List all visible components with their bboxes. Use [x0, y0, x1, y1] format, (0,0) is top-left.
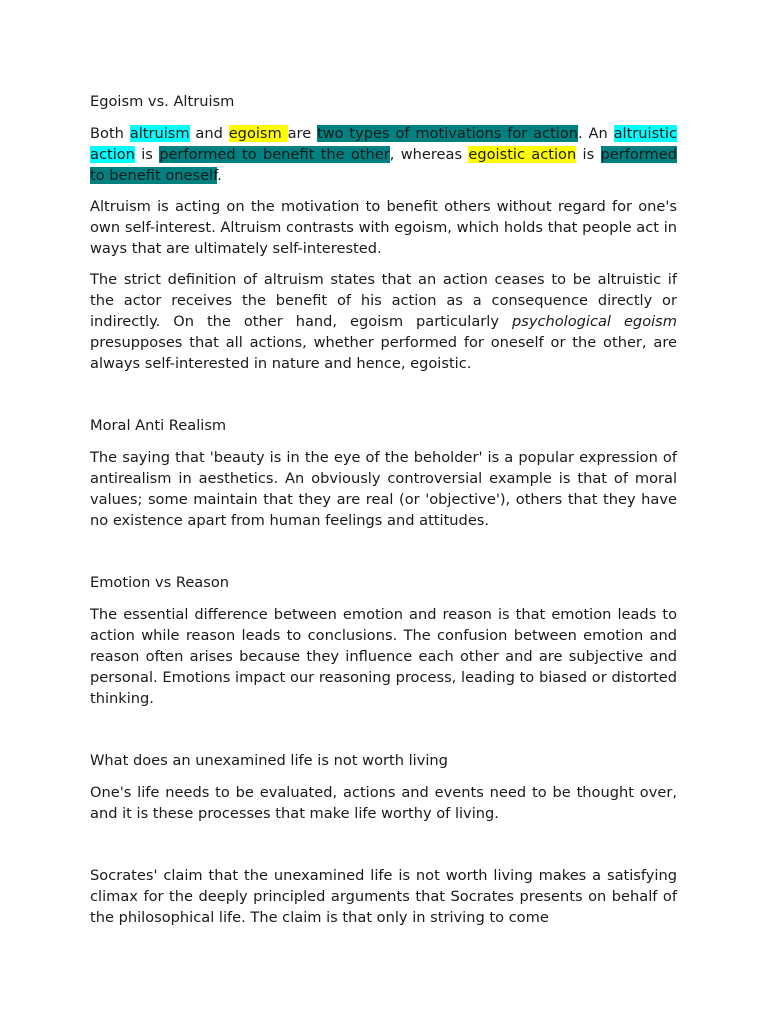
- highlight-benefit-other: performed to benefit the other: [159, 146, 390, 163]
- heading-egoism-altruism: Egoism vs. Altruism: [90, 93, 235, 110]
- paragraph-life-evaluated: One's life needs to be evaluated, actions and events need to be thought over, and it is these processes that make life worthy of living.: [90, 784, 677, 822]
- section-gap: [90, 834, 677, 865]
- paragraph-moral-anti-realism: The saying that 'beauty is in the eye of the beholder' is a popular expression of antirealism in aesthetics. An obviously controversial example is that of moral values; some maintain that they are real (or 'objective'), others that they have no existence apart from human feelings and attitudes.: [90, 449, 677, 529]
- text-run: . An: [578, 125, 614, 142]
- document-page: [90, 91, 677, 938]
- section-gap: [90, 719, 677, 750]
- paragraph-strict-definition: [90, 269, 677, 374]
- highlight-egoistic-action: egoistic action: [468, 146, 577, 163]
- text-run: presupposes that all actions, whether performed for oneself or the other, are always self-interested in nature and hence, egoistic.: [90, 334, 677, 372]
- highlight-egoism: egoism: [228, 125, 288, 142]
- highlight-motivations: two types of motivations for action: [317, 125, 579, 142]
- text-run: Both: [90, 125, 130, 142]
- text-run: .: [217, 167, 222, 184]
- heading-emotion-vs-reason: Emotion vs Reason: [90, 574, 230, 591]
- section-gap: [90, 384, 677, 415]
- text-run: , whereas: [389, 146, 469, 163]
- paragraph-emotion-vs-reason: The essential difference between emotion and reason is that emotion leads to action while reason leads to conclusions. The confusion between emotion and reason often arises because they influence each other and are subjective and personal. Emotions impact our reasoning process, leading to biased or distorted thinking.: [90, 606, 677, 707]
- paragraph-altruism-definition: Altruism is acting on the motivation to benefit others without regard for one's own self-interest. Altruism contrasts with egoism, which holds that people act in ways that are ultimately self-interested.: [90, 198, 677, 257]
- text-run: and: [189, 125, 229, 142]
- paragraph-egoism-intro: [90, 123, 677, 186]
- paragraph-socrates-claim: Socrates' claim that the unexamined life is not worth living makes a satisfying climax for the deeply principled arguments that Socrates presents on behalf of the philosophical life. The claim is that only in striving to come: [90, 867, 677, 926]
- text-run: is: [576, 146, 601, 163]
- highlight-altruistic-action: altruistic action: [90, 125, 678, 163]
- heading-moral-anti-realism: Moral Anti Realism: [90, 417, 227, 434]
- highlight-altruism: altruism: [129, 125, 190, 142]
- section-gap: [90, 541, 677, 572]
- heading-unexamined-life: What does an unexamined life is not worth living: [90, 752, 448, 769]
- text-run: The strict definition of altruism states that an action ceases to be altruistic if the actor receives the benefit of his action as a consequence directly or indirectly. On the other hand, egoism particularly: [90, 271, 677, 330]
- highlight-benefit-oneself: performed to benefit oneself: [90, 146, 678, 184]
- emphasis-psychological-egoism: psychological egoism: [511, 313, 677, 330]
- text-run: is: [134, 146, 160, 163]
- text-run: are: [287, 125, 318, 142]
